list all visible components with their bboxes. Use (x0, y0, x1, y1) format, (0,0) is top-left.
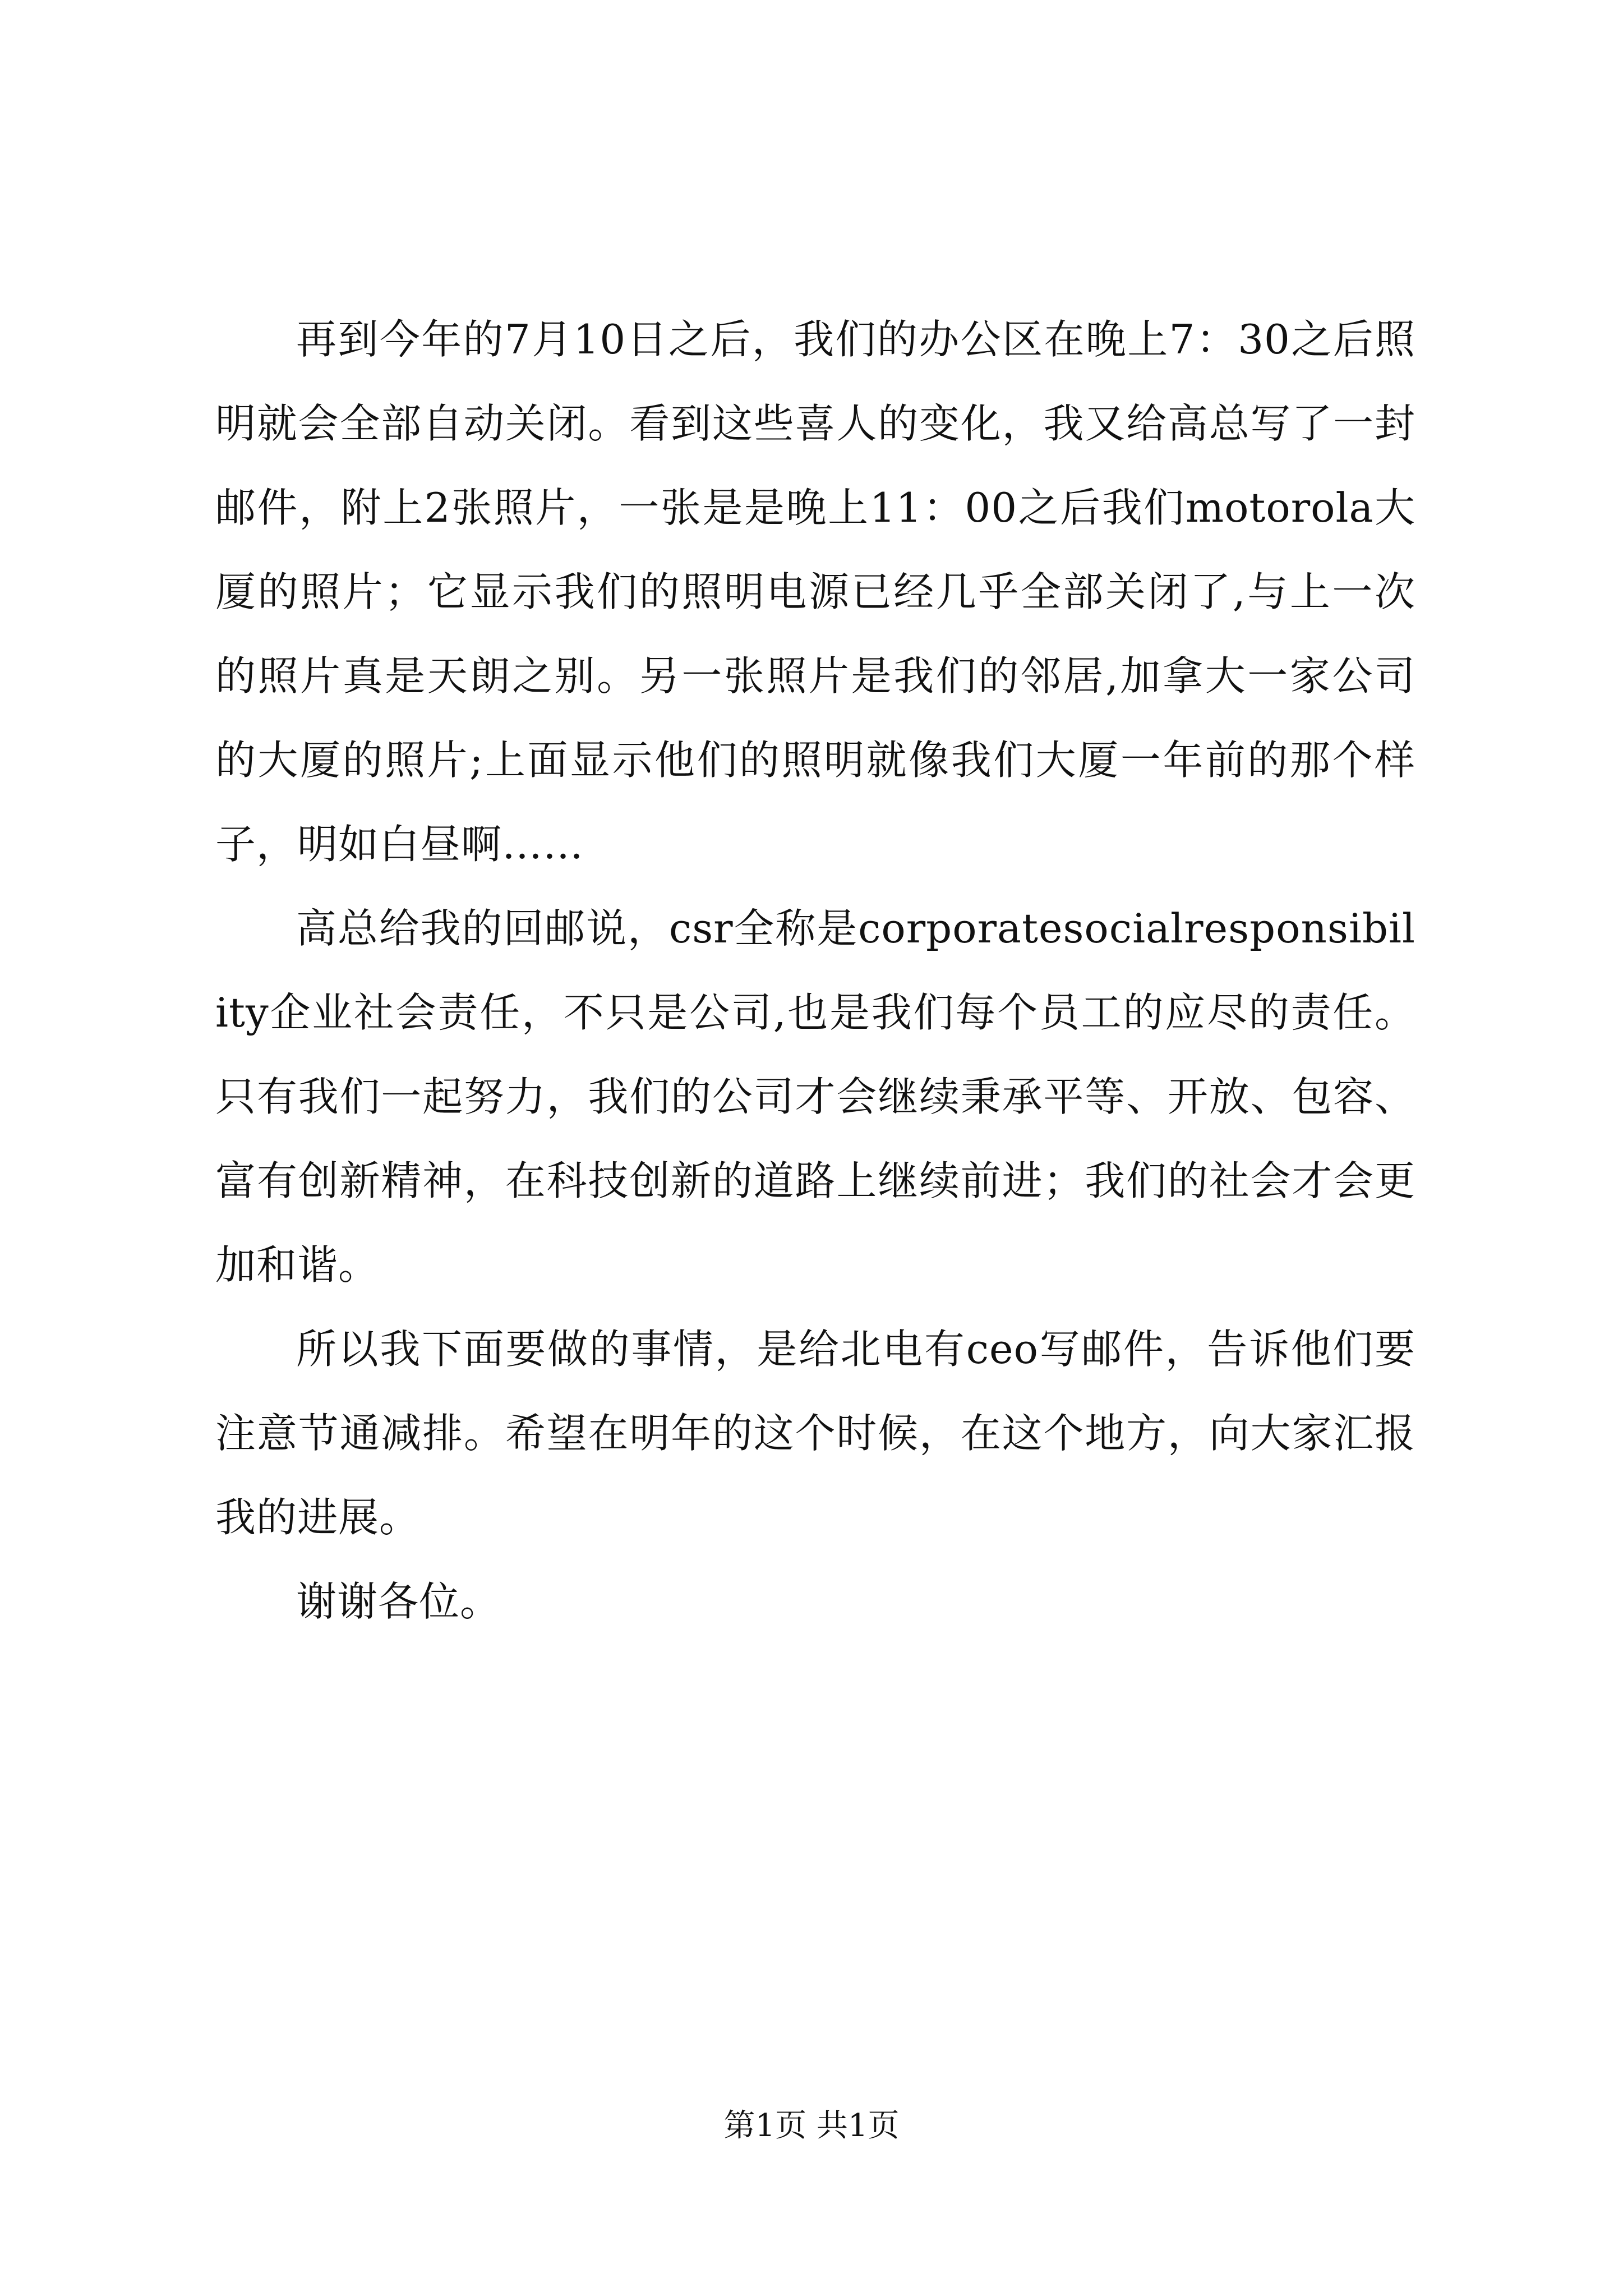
page-footer: 第1页 共1页 (723, 2108, 900, 2144)
document-body (215, 297, 1415, 1644)
paragraph-3: 所以我下面要做的事情，是给北电有ceo写邮件，告诉他们要注意节通减排。希望在明年的这个时候，在这个地方，向大家汇报我的进展。 (215, 1326, 1415, 1541)
paragraph-2: 高总给我的回邮说，csr全称是corporatesocialresponsibility企业社会责任，不只是公司,也是我们每个员工的应尽的责任。只有我们一起努力，我们的公司才会继续秉承平等、开放、包容、富有创新精神，在科技创新的道路上继续前进；我们的社会才会更加和谐。 (215, 905, 1415, 1289)
paragraph-4: 谢谢各位。 (296, 1578, 501, 1625)
paragraph-1: 再到今年的7月10日之后，我们的办公区在晚上7：30之后照明就会全部自动关闭。看到这些喜人的变化，我又给高总写了一封邮件，附上2张照片，一张是是晚上11：00之后我们motorola大厦的照片；它显示我们的照明电源已经几乎全部关闭了,与上一次的照片真是天朗之别。另一张照片是我们的邻居,加拿大一家公司的大厦的照片;上面显示他们的照明就像我们大厦一年前的那个样子，明如白昼啊…… (215, 316, 1415, 868)
